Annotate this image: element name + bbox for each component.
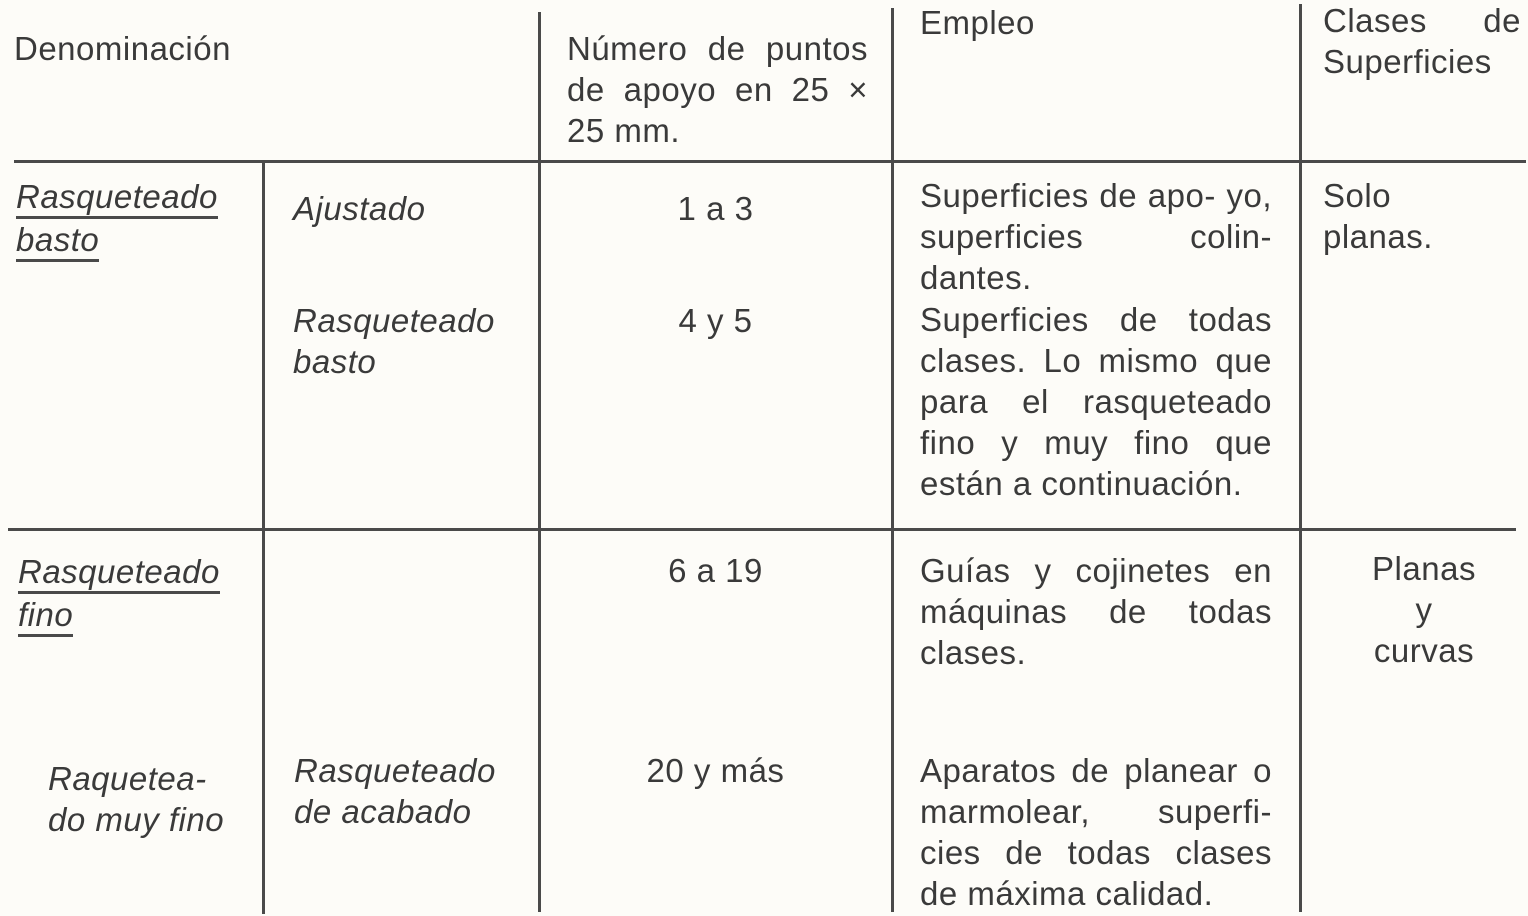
group-rasqueteado-basto	[16, 176, 218, 262]
row-muy-fino-name	[48, 758, 224, 840]
group2-clases-line1: Planas	[1372, 550, 1476, 587]
section-rule	[8, 528, 1516, 531]
group-rasqueteado-basto-line1: Rasqueteado	[16, 178, 218, 219]
group-rasqueteado-fino-line2: fino	[18, 596, 73, 637]
row-basto-name	[293, 300, 495, 382]
row-fino-puntos: 6 a 19	[668, 552, 763, 589]
row-ajustado-puntos: 1 a 3	[677, 190, 754, 227]
row-basto-name-line2: basto	[293, 343, 377, 380]
header-superficies: Superficies	[1323, 43, 1492, 80]
header-clases	[1323, 0, 1521, 82]
row-fino-empleo: Guías y cojinetes en máquinas de todas clases.	[920, 552, 1272, 671]
row-basto-empleo: Superficies de todas clases. Lo mismo que para el rasqueteado fino y muy fino que están a continuación.	[920, 301, 1272, 502]
group1-clases	[1323, 175, 1433, 257]
row-muy-fino-empleo: Aparatos de planear o marmolear, superfi- cies de todas clases de máxima calidad.	[920, 752, 1272, 912]
row-muy-fino-subname-line2: de acabado	[294, 793, 472, 830]
row-muy-fino-puntos: 20 y más	[646, 752, 785, 789]
group1-clases-line1: Solo	[1323, 177, 1392, 214]
row-muy-fino-subname	[294, 750, 496, 832]
row-basto-puntos: 4 y 5	[678, 302, 753, 339]
column-rule-subname	[262, 162, 265, 914]
group2-clases-line3: curvas	[1373, 632, 1475, 669]
column-rule-empleo	[891, 8, 894, 912]
group-rasqueteado-fino-line1: Rasqueteado	[18, 553, 220, 594]
group1-clases-line2: planas.	[1323, 218, 1433, 255]
row-basto-name-line1: Rasqueteado	[293, 302, 495, 339]
group-rasqueteado-fino	[18, 551, 220, 637]
group2-clases	[1302, 548, 1528, 671]
header-denominacion: Denominación	[14, 30, 231, 67]
group2-clases-line2: y	[1415, 591, 1433, 628]
row-ajustado-empleo: Superficies de apo- yo, superficies colin- dantes.	[920, 177, 1272, 296]
row-muy-fino-name-line2: do muy fino	[48, 801, 225, 838]
header-clases-de: de	[1483, 2, 1521, 39]
row-muy-fino-subname-line1: Rasqueteado	[294, 752, 496, 789]
column-rule-clases	[1299, 4, 1302, 912]
header-clases-word: Clases	[1323, 2, 1427, 39]
row-ajustado-name: Ajustado	[293, 190, 426, 227]
group-rasqueteado-basto-line2: basto	[16, 221, 99, 262]
header-empleo: Empleo	[920, 4, 1035, 41]
header-puntos: Número de puntos de apoyo en 25 × 25 mm.	[567, 30, 868, 149]
row-muy-fino-name-line1: Raquetea-	[48, 760, 207, 797]
